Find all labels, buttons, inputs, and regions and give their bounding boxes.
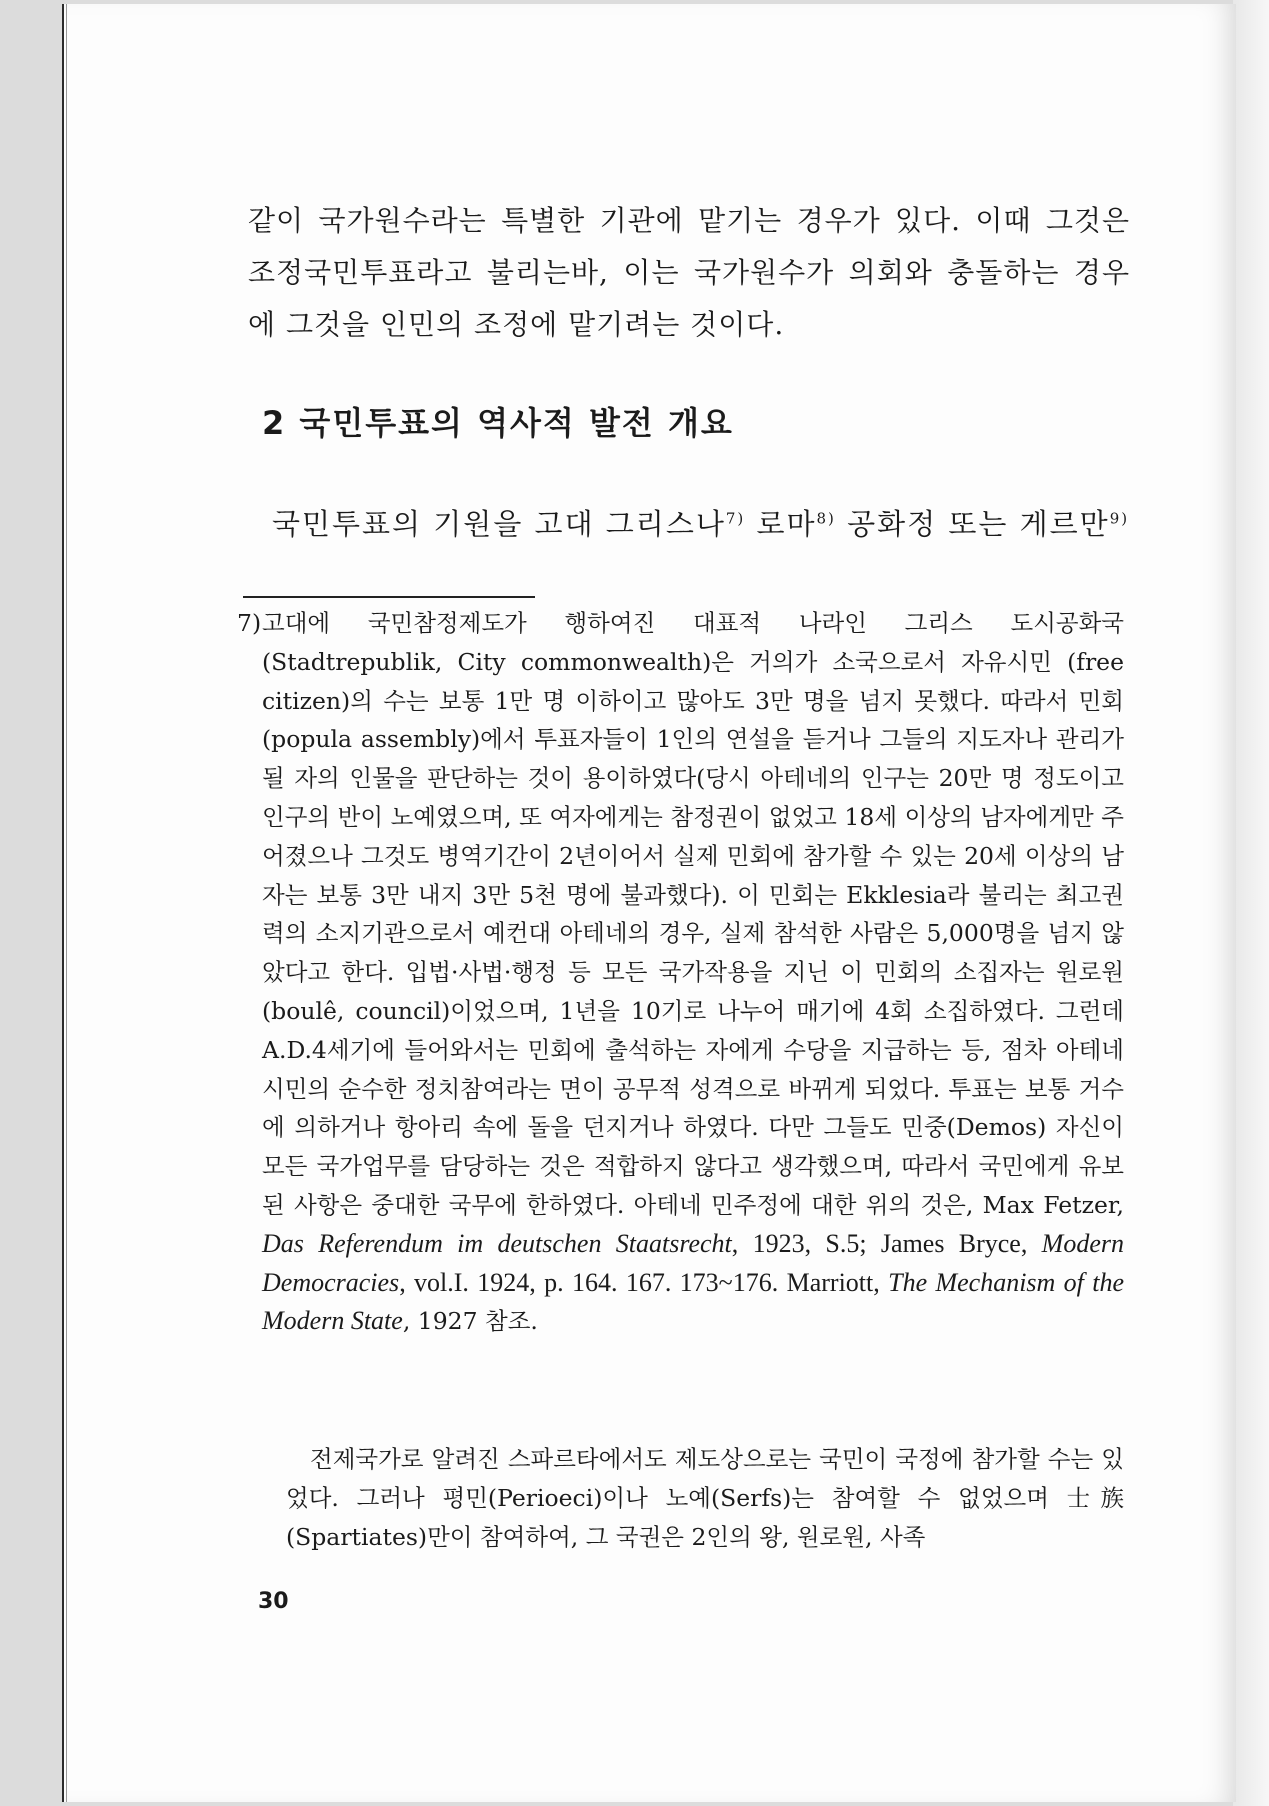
- intro-text-a: 국민투표의 기원을 고대 그리스나: [272, 507, 726, 541]
- scan-margin-shadow: [1233, 0, 1269, 1806]
- citation-title-2: Modern Democracies: [262, 1228, 1124, 1297]
- intro-text-c: 공화정 또는 게르만: [835, 507, 1110, 541]
- page-number: 30: [258, 1589, 289, 1614]
- intro-text-b: 로마: [745, 507, 817, 541]
- top-paragraph: 같이 국가원수라는 특별한 기관에 맡기는 경우가 있다. 이때 그것은 조정국민투표라고 불리는바, 이는 국가원수가 의회와 충돌하는 경우에 그것을 인민의 조정에 맡기려는 것이다.: [248, 204, 1130, 341]
- footnote-separator: [243, 596, 535, 598]
- intro-line: [272, 502, 1129, 543]
- footnote-text-2: , 1923, S.5; James Bryce,: [731, 1228, 1042, 1258]
- section-heading: 2 국민투표의 역사적 발전 개요: [262, 404, 734, 442]
- footnote-text-3: , vol.I. 1924, p. 164. 167. 173~176. Marriott,: [399, 1267, 889, 1297]
- footnote-number: 7): [237, 609, 262, 637]
- citation-title-1: Das Referendum im deutschen Staatsrecht: [262, 1228, 732, 1258]
- footnote-ref-8[interactable]: 8): [816, 509, 836, 528]
- footnote-text-1: 고대에 국민참정제도가 행하여진 대표적 나라인 그리스 도시공화국 (Stadtrepublik, City commonwealth)은 거의가 소국으로서 자유시민 (free citizen)의 수는 보통 1만 명 이하이고 많아도 3만 명을 넘지 못했다. 따라서 민회(popula assembly)에서 투표자들이 1인의 연설을 듣거나 그들의 지도자나 관리가 될 자의 인물을 판단하는 것이 용이하였다(당시 아테네의 인구는 20만 명 정도이고 인구의 반이 노예였으며, 또 여자에게는 참정권이 없었고 18세 이상의 남자에게만 주어졌으나 그것도 병역기간이 2년이어서 실제 민회에 참가할 수 있는 20세 이상의 남자는 보통 3만 내지 3만 5천 명에 불과했다). 이 민회는 Ekklesia라 불리는 최고권력의 소지기관으로서 예컨대 아테네의 경우, 실제 참석한 사람은 5,000명을 넘지 않았다고 한다. 입법·사법·행정 등 모든 국가작용을 지닌 이 민회의 소집자는 원로원(boulê, council)이었으며, 1년을 10기로 나누어 매기에 4회 소집하였다. 그런데 A.D.4세기에 들어와서는 민회에 출석하는 자에게 수당을 지급하는 등, 점차 아테네 시민의 순수한 정치참여라는 면이 공무적 성격으로 바뀌게 되었다. 투표는 보통 거수에 의하거나 항아리 속에 돌을 던지거나 하였다. 다만 그들도 민중(Demos) 자신이 모든 국가업무를 담당하는 것은 적합하지 않다고 생각했으며, 따라서 국민에게 유보된 사항은 중대한 국무에 한하였다. 아테네 민주정에 대한 위의 것은, Max Fetzer,: [262, 609, 1124, 1219]
- footnote-continuation: 전제국가로 알려진 스파르타에서도 제도상으로는 국민이 국정에 참가할 수는 있었다. 그러나 평민(Perioeci)이나 노예(Serfs)는 참여할 수 없었으며 士族(Spartiates)만이 참여하여, 그 국권은 2인의 왕, 원로원, 사족: [286, 1445, 1124, 1551]
- footnote-text-4: , 1927 참조.: [402, 1307, 538, 1336]
- footnote-ref-9[interactable]: 9): [1109, 509, 1130, 528]
- footnote-7: [237, 604, 1125, 1341]
- citation-title-3: The Mechanism of the Modern State: [262, 1267, 1125, 1336]
- page-edge-line: [66, 4, 67, 1802]
- footnote-ref-7[interactable]: 7): [725, 509, 746, 528]
